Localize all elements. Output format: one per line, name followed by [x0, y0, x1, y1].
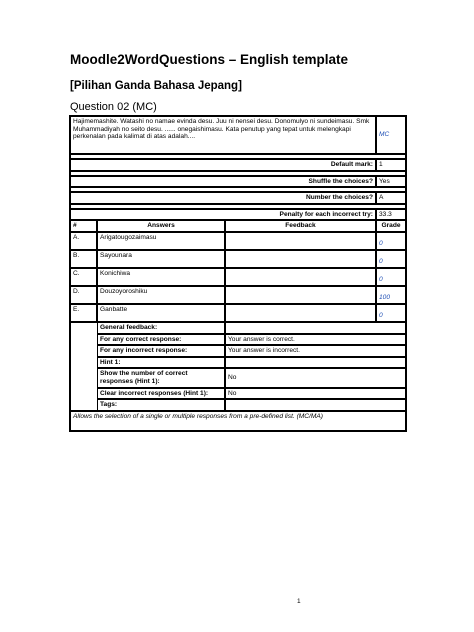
feedback-value: No — [225, 388, 406, 400]
page-number: 1 — [297, 598, 301, 605]
answer-feedback — [225, 268, 376, 286]
feedback-label: For any correct response: — [97, 334, 225, 346]
question-text: Hajimemashite. Watashi no namae evinda desu. Juu ni nensei desu. Donomulyo ni sundeimasu. Smk Muhammadiyah no seito desu. ...... onegaishimasu. Kata penutup yang tepat untuk melengkapi perkenalan pada kalimat di atas adalah.... — [70, 116, 376, 154]
setting-value: A — [376, 192, 406, 204]
answer-feedback — [225, 286, 376, 304]
answer-grade: 100 — [376, 286, 406, 304]
feedback-label: For any incorrect response: — [97, 345, 225, 357]
feedback-value: Your answer is correct. — [225, 334, 406, 346]
feedback-label: Clear incorrect responses (Hint 1): — [97, 388, 225, 400]
answer-letter: D. — [70, 286, 97, 304]
answer-row — [70, 304, 406, 322]
setting-row — [70, 209, 406, 221]
answer-row — [70, 232, 406, 250]
feedback-row — [70, 399, 406, 411]
question-heading: Question 02 (MC) — [70, 101, 157, 113]
answer-grade: 0 — [376, 268, 406, 286]
document-title: Moodle2WordQuestions – English template — [70, 52, 349, 67]
question-text-row — [70, 116, 406, 154]
answer-text: Konichiwa — [97, 268, 225, 286]
answers-header-feedback: Feedback — [225, 220, 376, 232]
setting-row — [70, 159, 406, 171]
feedback-label: Tags: — [97, 399, 225, 411]
setting-label: Shuffle the choices? — [70, 176, 376, 188]
setting-row — [70, 192, 406, 204]
answer-grade: 0 — [376, 232, 406, 250]
answer-text: Douzoyoroshiku — [97, 286, 225, 304]
feedback-label: Show the number of correct responses (Hint 1): — [97, 368, 225, 387]
answer-letter: B. — [70, 250, 97, 268]
setting-label: Number the choices? — [70, 192, 376, 204]
feedback-value: Your answer is incorrect. — [225, 345, 406, 357]
question-type-code: MC — [376, 116, 406, 154]
feedback-label: Hint 1: — [97, 357, 225, 369]
feedback-value: No — [225, 368, 406, 387]
setting-row — [70, 176, 406, 188]
answer-feedback — [225, 304, 376, 322]
answers-header-row — [70, 220, 406, 232]
footer-note: Allows the selection of a single or multiple responses from a pre-defined list. (MC/MA) — [70, 411, 406, 431]
footer-note-row — [70, 411, 406, 431]
answer-feedback — [225, 232, 376, 250]
answer-letter: C. — [70, 268, 97, 286]
feedback-row — [70, 368, 406, 387]
feedback-row — [70, 345, 406, 357]
feedback-value — [225, 399, 406, 411]
feedback-gutter — [70, 322, 97, 411]
setting-label: Penalty for each incorrect try: — [70, 209, 376, 221]
setting-label: Default mark: — [70, 159, 376, 171]
answer-grade: 0 — [376, 250, 406, 268]
setting-value: 1 — [376, 159, 406, 171]
feedback-label: General feedback: — [97, 322, 225, 334]
answers-header-num: # — [70, 220, 97, 232]
answer-row — [70, 250, 406, 268]
feedback-row — [70, 322, 406, 334]
setting-value: 33.3 — [376, 209, 406, 221]
feedback-row — [70, 334, 406, 346]
question-table — [69, 115, 407, 432]
answers-header-grade: Grade — [376, 220, 406, 232]
answer-text: Ganbatte — [97, 304, 225, 322]
answer-row — [70, 268, 406, 286]
answer-letter: A. — [70, 232, 97, 250]
document-subtitle: [Pilihan Ganda Bahasa Jepang] — [70, 80, 242, 92]
feedback-row — [70, 388, 406, 400]
feedback-row — [70, 357, 406, 369]
answer-row — [70, 286, 406, 304]
answer-text: Sayounara — [97, 250, 225, 268]
answer-feedback — [225, 250, 376, 268]
answers-header-answers: Answers — [97, 220, 225, 232]
feedback-value — [225, 357, 406, 369]
feedback-value — [225, 322, 406, 334]
setting-value: Yes — [376, 176, 406, 188]
answer-letter: E. — [70, 304, 97, 322]
answer-grade: 0 — [376, 304, 406, 322]
answer-text: Arigatougozaimasu — [97, 232, 225, 250]
